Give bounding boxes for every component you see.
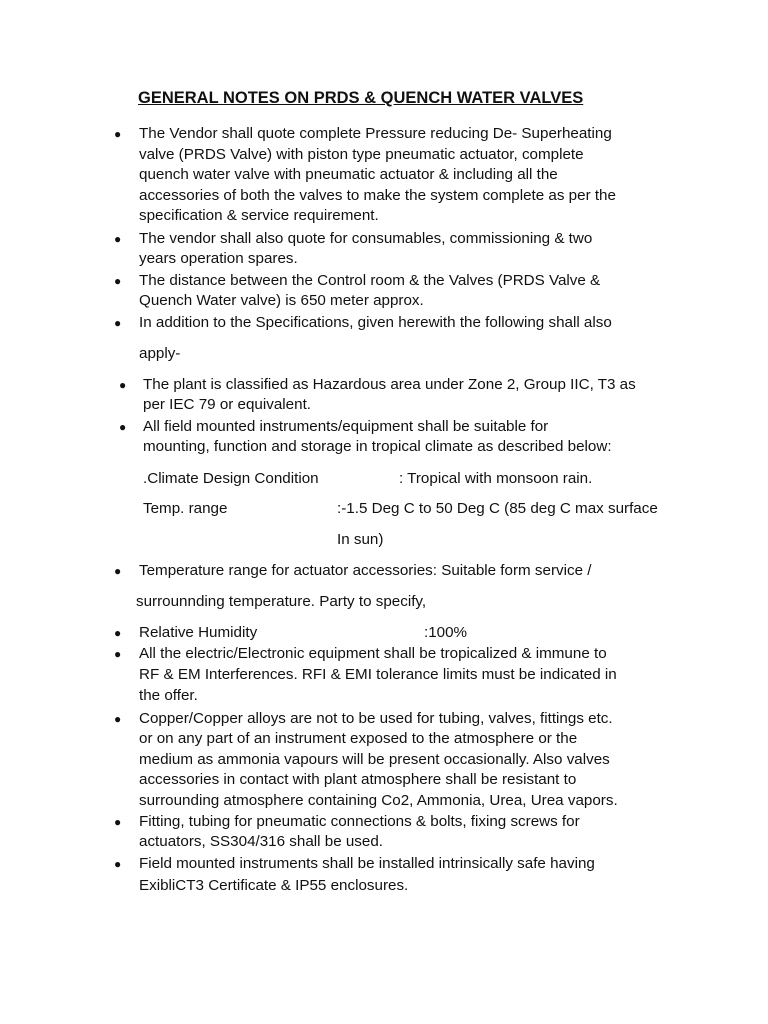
note-line: Field mounted instruments shall be installed intrinsically safe having [139, 855, 595, 872]
note-line: The distance between the Control room & the Valves (PRDS Valve & [139, 272, 601, 289]
bullet-icon: ● [119, 378, 127, 392]
note-line: specification & service requirement. [139, 207, 379, 224]
note-line: valve (PRDS Valve) with piston type pneumatic actuator, complete [139, 146, 584, 163]
note-line: Copper/Copper alloys are not to be used for tubing, valves, fittings etc. [139, 710, 613, 727]
note-line: years operation spares. [139, 250, 298, 267]
bullet-icon: ● [114, 815, 122, 829]
climate-value: : Tropical with monsoon rain. [399, 470, 593, 487]
bullet-icon: ● [114, 564, 122, 578]
temp-value-continuation: In sun) [337, 531, 384, 548]
note-line: All the electric/Electronic equipment shall be tropicalized & immune to [139, 645, 607, 662]
note-line: per IEC 79 or equivalent. [143, 396, 312, 413]
bullet-icon: ● [114, 857, 122, 871]
bullet-icon: ● [114, 274, 122, 288]
bullet-icon: ● [114, 647, 122, 661]
bullet-icon: ● [114, 316, 122, 330]
humidity-label: Relative Humidity [139, 624, 258, 641]
note-line: surrounding atmosphere containing Co2, Ammonia, Urea, Urea vapors. [139, 792, 618, 809]
climate-label: .Climate Design Condition [143, 470, 319, 487]
bullet-icon: ● [114, 127, 122, 141]
note-line: accessories of both the valves to make the system complete as per the [139, 187, 616, 204]
note-line: Quench Water valve) is 650 meter approx. [139, 292, 424, 309]
temp-label: Temp. range [143, 500, 228, 517]
note-line: the offer. [139, 687, 198, 704]
note-line: The Vendor shall quote complete Pressure reducing De- Superheating [139, 125, 612, 142]
note-line: actuators, SS304/316 shall be used. [139, 833, 384, 850]
note-line: ExibliCT3 Certificate & IP55 enclosures. [139, 877, 409, 894]
note-line: RF & EM Interferences. RFI & EMI tolerance limits must be indicated in [139, 666, 617, 683]
bullet-icon: ● [114, 626, 122, 640]
note-line: medium as ammonia vapours will be present occasionally. Also valves [139, 751, 610, 768]
note-line: In addition to the Specifications, given herewith the following shall also [139, 314, 612, 331]
note-line: Fitting, tubing for pneumatic connections & bolts, fixing screws for [139, 813, 580, 830]
temp-value: :-1.5 Deg C to 50 Deg C (85 deg C max surface [337, 500, 658, 517]
bullet-icon: ● [114, 712, 122, 726]
humidity-value: :100% [424, 624, 468, 641]
note-line: All field mounted instruments/equipment shall be suitable for [143, 418, 549, 435]
note-line: The plant is classified as Hazardous area under Zone 2, Group IIC, T3 as [143, 376, 636, 393]
note-line: or on any part of an instrument exposed to the atmosphere or the [139, 730, 578, 747]
note-continuation: apply- [139, 345, 181, 362]
note-line: The vendor shall also quote for consumables, commissioning & two [139, 230, 593, 247]
note-line: quench water valve with pneumatic actuator & including all the [139, 166, 558, 183]
bullet-icon: ● [119, 420, 127, 434]
note-continuation: surrounnding temperature. Party to specify, [136, 593, 427, 610]
bullet-icon: ● [114, 232, 122, 246]
page-title: GENERAL NOTES ON PRDS & QUENCH WATER VALVES [138, 89, 584, 107]
note-line: Temperature range for actuator accessories: Suitable form service / [139, 562, 592, 579]
note-line: mounting, function and storage in tropical climate as described below: [143, 438, 612, 455]
note-line: accessories in contact with plant atmosphere shall be resistant to [139, 771, 577, 788]
